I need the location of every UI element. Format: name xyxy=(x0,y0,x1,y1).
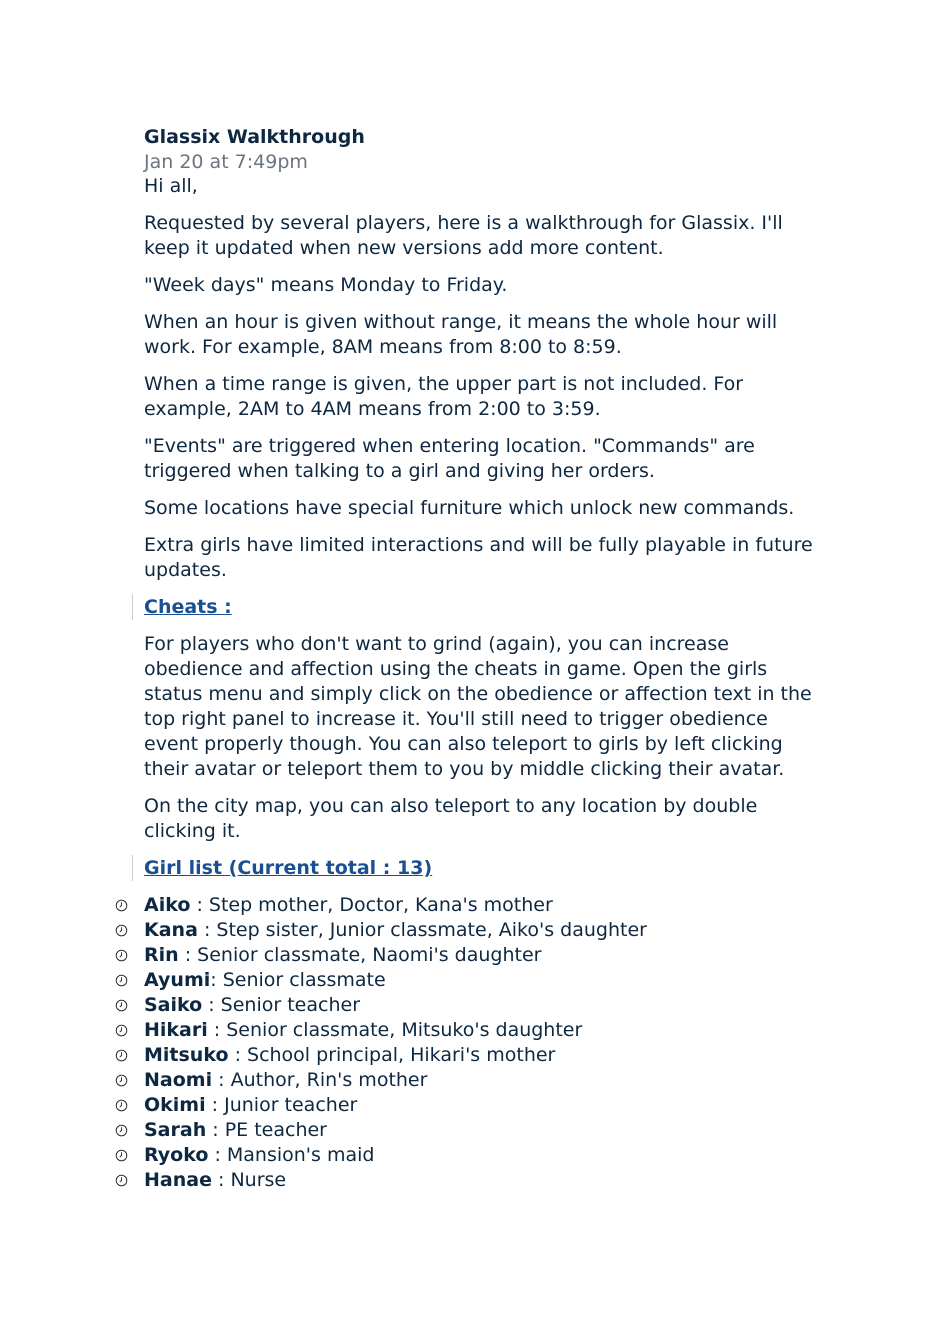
time-range-paragraph: When a time range is given, the upper part is not included. For example, 2AM to 4AM means from 2:00 to 3:59. xyxy=(144,373,744,420)
girl-name: Saiko xyxy=(144,994,203,1016)
extra-girls-paragraph: Extra girls have limited interactions and will be fully playable in future updates. xyxy=(144,534,813,581)
clock-bullet-icon xyxy=(115,974,128,987)
list-item xyxy=(144,968,824,993)
girl-name: Naomi xyxy=(144,1069,213,1091)
girl-list xyxy=(144,893,824,1193)
post-title: Glassix Walkthrough xyxy=(144,126,365,148)
girl-name: Sarah xyxy=(144,1119,207,1141)
clock-bullet-icon xyxy=(115,924,128,937)
events-paragraph: "Events" are triggered when entering location. "Commands" are triggered when talking to a girl and giving her orders. xyxy=(144,435,755,482)
girl-description: : Senior classmate, Mitsuko's daughter xyxy=(207,1019,583,1041)
girl-description: : PE teacher xyxy=(206,1119,327,1141)
girl-name: Ryoko xyxy=(144,1144,209,1166)
girl-name: Kana xyxy=(144,919,198,941)
list-item xyxy=(144,1168,824,1193)
list-item xyxy=(144,1043,824,1068)
girl-description: : School principal, Hikari's mother xyxy=(228,1044,556,1066)
girl-description: : Junior teacher xyxy=(205,1094,358,1116)
girl-name: Aiko xyxy=(144,894,191,916)
girl-description: : Senior teacher xyxy=(202,994,361,1016)
list-item xyxy=(144,1118,824,1143)
list-item xyxy=(144,1068,824,1093)
girl-description: : Senior classmate xyxy=(210,969,386,991)
clock-bullet-icon xyxy=(115,1099,128,1112)
clock-bullet-icon xyxy=(115,1124,128,1137)
list-item xyxy=(144,893,824,918)
intro-paragraph: Requested by several players, here is a walkthrough for Glassix. I'll keep it updated when new versions add more content. xyxy=(144,212,783,259)
hour-paragraph: When an hour is given without range, it means the whole hour will work. For example, 8AM means from 8:00 to 8:59. xyxy=(144,311,778,358)
girl-description: : Author, Rin's mother xyxy=(212,1069,428,1091)
clock-bullet-icon xyxy=(115,1024,128,1037)
girl-list-heading-link[interactable]: Girl list (Current total : 13) xyxy=(144,857,433,879)
list-item xyxy=(144,918,824,943)
list-item xyxy=(144,993,824,1018)
girl-description: : Senior classmate, Naomi's daughter xyxy=(178,944,542,966)
clock-bullet-icon xyxy=(115,1074,128,1087)
girl-list-heading xyxy=(144,856,824,881)
list-item xyxy=(144,1018,824,1043)
clock-bullet-icon xyxy=(115,949,128,962)
list-item xyxy=(144,943,824,968)
week-days-paragraph: "Week days" means Monday to Friday. xyxy=(144,274,508,296)
girl-name: Okimi xyxy=(144,1094,206,1116)
girl-description: : Step mother, Doctor, Kana's mother xyxy=(190,894,553,916)
clock-bullet-icon xyxy=(115,1049,128,1062)
post-date: Jan 20 at 7:49pm xyxy=(144,151,308,173)
girl-description: : Nurse xyxy=(211,1169,287,1191)
walkthrough-post xyxy=(144,124,824,1193)
list-item xyxy=(144,1143,824,1168)
clock-bullet-icon xyxy=(115,899,128,912)
girl-name: Rin xyxy=(144,944,179,966)
girl-description: : Mansion's maid xyxy=(208,1144,375,1166)
furniture-paragraph: Some locations have special furniture which unlock new commands. xyxy=(144,497,795,519)
list-item xyxy=(144,1093,824,1118)
girl-description: : Step sister, Junior classmate, Aiko's daughter xyxy=(197,919,647,941)
clock-bullet-icon xyxy=(115,999,128,1012)
cheats-heading xyxy=(144,595,824,620)
girl-name: Mitsuko xyxy=(144,1044,229,1066)
greeting-text: Hi all, xyxy=(144,175,198,197)
clock-bullet-icon xyxy=(115,1174,128,1187)
girl-name: Ayumi xyxy=(144,969,211,991)
cheats-heading-link[interactable]: Cheats : xyxy=(144,596,232,618)
clock-bullet-icon xyxy=(115,1149,128,1162)
girl-name: Hikari xyxy=(144,1019,208,1041)
city-map-paragraph: On the city map, you can also teleport to any location by double clicking it. xyxy=(144,795,758,842)
girl-name: Hanae xyxy=(144,1169,212,1191)
cheats-paragraph: For players who don't want to grind (again), you can increase obedience and affection using the cheats in game. Open the girls status menu and simply click on the obedience or affection text in the top right panel to increase it. You'll still need to trigger obedience event properly though. You can also teleport to girls by left clicking their avatar or teleport them to you by middle clicking their avatar. xyxy=(144,633,812,780)
